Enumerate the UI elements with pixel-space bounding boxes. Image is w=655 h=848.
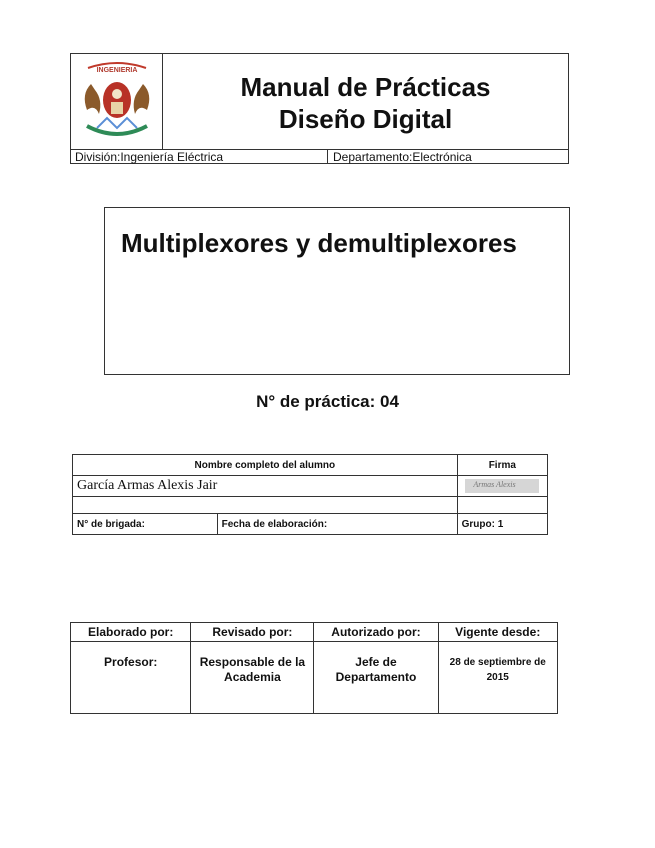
approval-value: Responsable de la Academia xyxy=(191,642,314,714)
division-label: División:Ingeniería Eléctrica xyxy=(75,150,224,164)
table-row xyxy=(71,623,558,642)
topic-box xyxy=(104,207,570,375)
practice-topic: Multiplexores y demultiplexores xyxy=(121,228,517,258)
approval-header: Revisado por: xyxy=(191,623,314,642)
cell-divider xyxy=(327,150,328,164)
signature-image: Armas Alexis xyxy=(465,479,539,493)
department-label: Departamento:Electrónica xyxy=(333,150,472,164)
student-table xyxy=(72,454,548,535)
logo-cell xyxy=(71,54,163,149)
signature-cell xyxy=(457,476,547,497)
table-row xyxy=(73,514,548,535)
table-row xyxy=(73,497,548,514)
empty-cell xyxy=(73,497,458,514)
manual-title: Manual de Prácticas xyxy=(240,72,491,102)
name-header: Nombre completo del alumno xyxy=(73,455,458,476)
course-title: Diseño Digital xyxy=(278,104,453,134)
title-cell xyxy=(163,54,568,149)
faculty-logo xyxy=(71,54,163,149)
document-header xyxy=(70,53,569,164)
approval-value: 28 de septiembre de 2015 xyxy=(438,642,558,714)
signature-header: Firma xyxy=(457,455,547,476)
table-row xyxy=(71,642,558,714)
brigade-label: N° de brigada: xyxy=(73,514,218,535)
date-label: Fecha de elaboración: xyxy=(217,514,457,535)
approval-value: Jefe de Departamento xyxy=(314,642,438,714)
table-row xyxy=(73,455,548,476)
approval-header: Vigente desde: xyxy=(438,623,558,642)
student-name: García Armas Alexis Jair xyxy=(73,476,458,497)
svg-text:INGENIERIA: INGENIERIA xyxy=(96,67,138,74)
approval-table xyxy=(70,622,558,714)
table-row xyxy=(73,476,548,497)
group-label: Grupo: 1 xyxy=(457,514,547,535)
approval-value: Profesor: xyxy=(71,642,191,714)
division-row xyxy=(71,149,568,163)
practice-number: N° de práctica: 04 xyxy=(256,392,399,411)
empty-cell xyxy=(457,497,547,514)
approval-header: Autorizado por: xyxy=(314,623,438,642)
approval-header: Elaborado por: xyxy=(71,623,191,642)
